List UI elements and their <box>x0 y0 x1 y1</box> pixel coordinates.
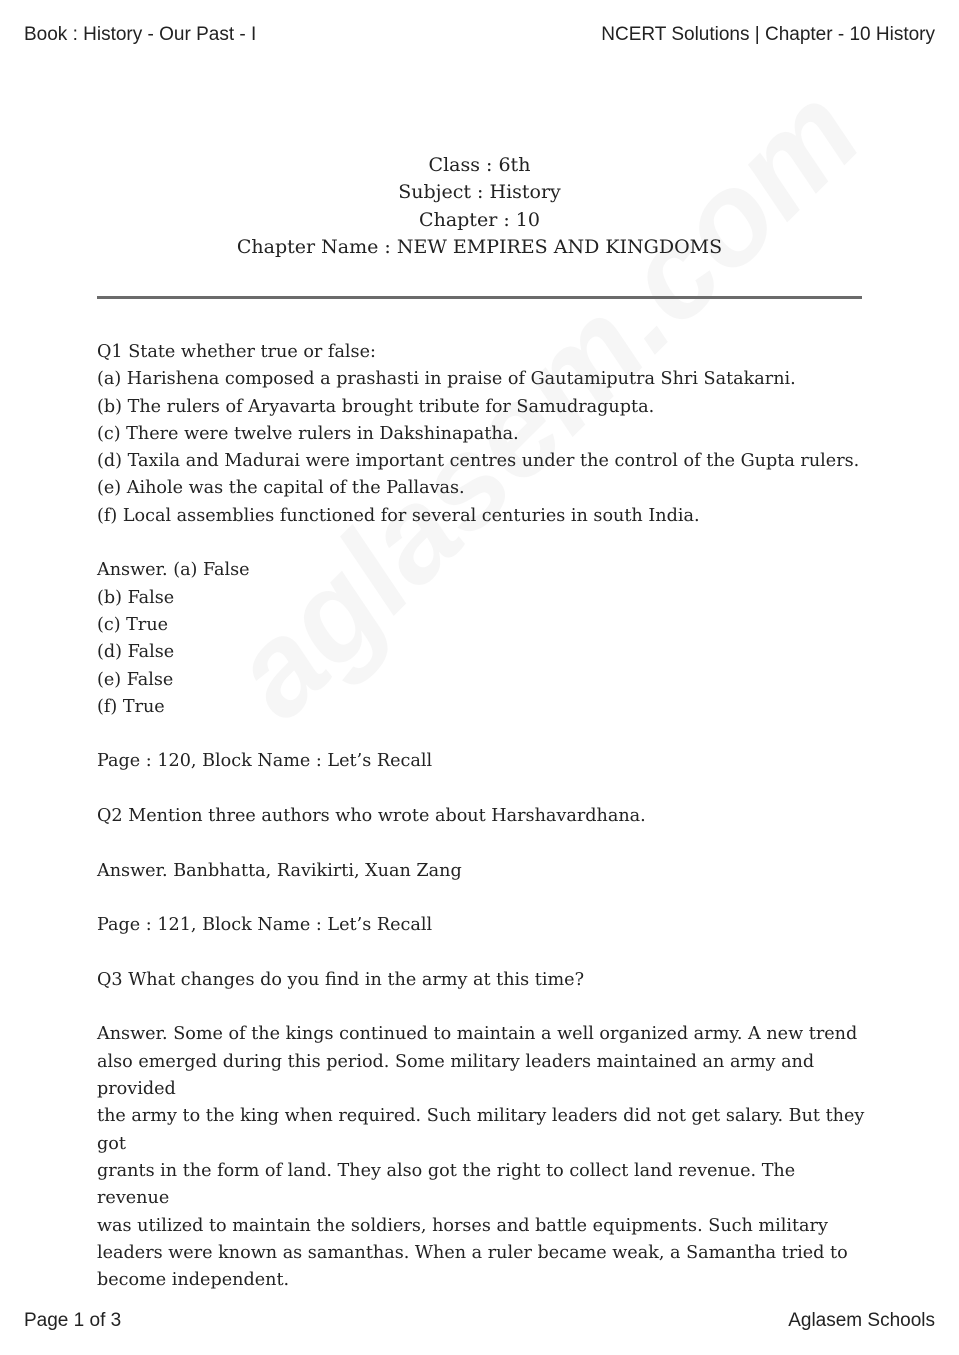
title-block <box>0 152 959 261</box>
q1-answer: (f) True <box>97 696 165 717</box>
q1-item: (c) There were twelve rulers in Dakshinapatha. <box>97 423 519 444</box>
q3-answer-line: also emerged during this period. Some military leaders maintained an army and provided <box>97 1051 815 1100</box>
q2-question: Q2 Mention three authors who wrote about Harshavardhana. <box>97 806 646 827</box>
q3-answer-line: become independent. <box>97 1270 290 1291</box>
q1-item: (d) Taxila and Madurai were important centres under the control of the Gupta rulers. <box>97 451 860 472</box>
q1-item: (a) Harishena composed a prashasti in praise of Gautamiputra Shri Satakarni. <box>97 369 796 390</box>
chapter-line: Chapter : 10 <box>419 208 540 231</box>
document-body <box>97 339 867 1294</box>
q2-answer: Answer. Banbhatta, Ravikirti, Xuan Zang <box>97 860 462 881</box>
chapter-name-line: Chapter Name : NEW EMPIRES AND KINGDOMS <box>236 235 723 258</box>
q1-item: (b) The rulers of Aryavarta brought tribute for Samudragupta. <box>97 396 655 417</box>
q1-item: (f) Local assemblies functioned for several centuries in south India. <box>97 505 700 526</box>
class-line: Class : 6th <box>428 154 531 176</box>
q3-answer-line: grants in the form of land. They also got the right to collect land revenue. The revenue <box>97 1160 796 1209</box>
q1-answer: (e) False <box>97 669 174 690</box>
divider <box>97 296 862 299</box>
subject-line: Subject : History <box>398 181 561 204</box>
q3-question: Q3 What changes do you find in the army at this time? <box>97 969 584 990</box>
page-reference: Page : 120, Block Name : Let’s Recall <box>97 751 433 772</box>
q1-question: Q1 State whether true or false: <box>97 342 376 362</box>
q1-item: (e) Aihole was the capital of the Pallavas. <box>97 478 465 499</box>
q1-answer: (b) False <box>97 587 175 608</box>
footer-publisher: Aglasem Schools <box>788 1310 935 1331</box>
page-header <box>24 24 935 46</box>
q1-answer: (c) True <box>97 614 169 635</box>
page-footer <box>24 1310 935 1332</box>
q1-answer: (d) False <box>97 642 175 663</box>
q3-answer-line: was utilized to maintain the soldiers, horses and battle equipments. Such military <box>97 1215 828 1236</box>
page-reference: Page : 121, Block Name : Let’s Recall <box>97 915 433 936</box>
q1-answer: Answer. (a) False <box>97 560 250 581</box>
q3-answer-line: leaders were known as samanthas. When a ruler became weak, a Samantha tried to <box>97 1242 848 1263</box>
header-book-title: Book : History - Our Past - I <box>24 24 257 45</box>
header-chapter-info: NCERT Solutions | Chapter - 10 History <box>601 24 935 45</box>
q3-answer-line: the army to the king when required. Such military leaders did not get salary. But they got <box>97 1106 865 1154</box>
page-number: Page 1 of 3 <box>24 1310 122 1331</box>
q3-answer-line: Answer. Some of the kings continued to maintain a well organized army. A new trend <box>97 1024 858 1045</box>
